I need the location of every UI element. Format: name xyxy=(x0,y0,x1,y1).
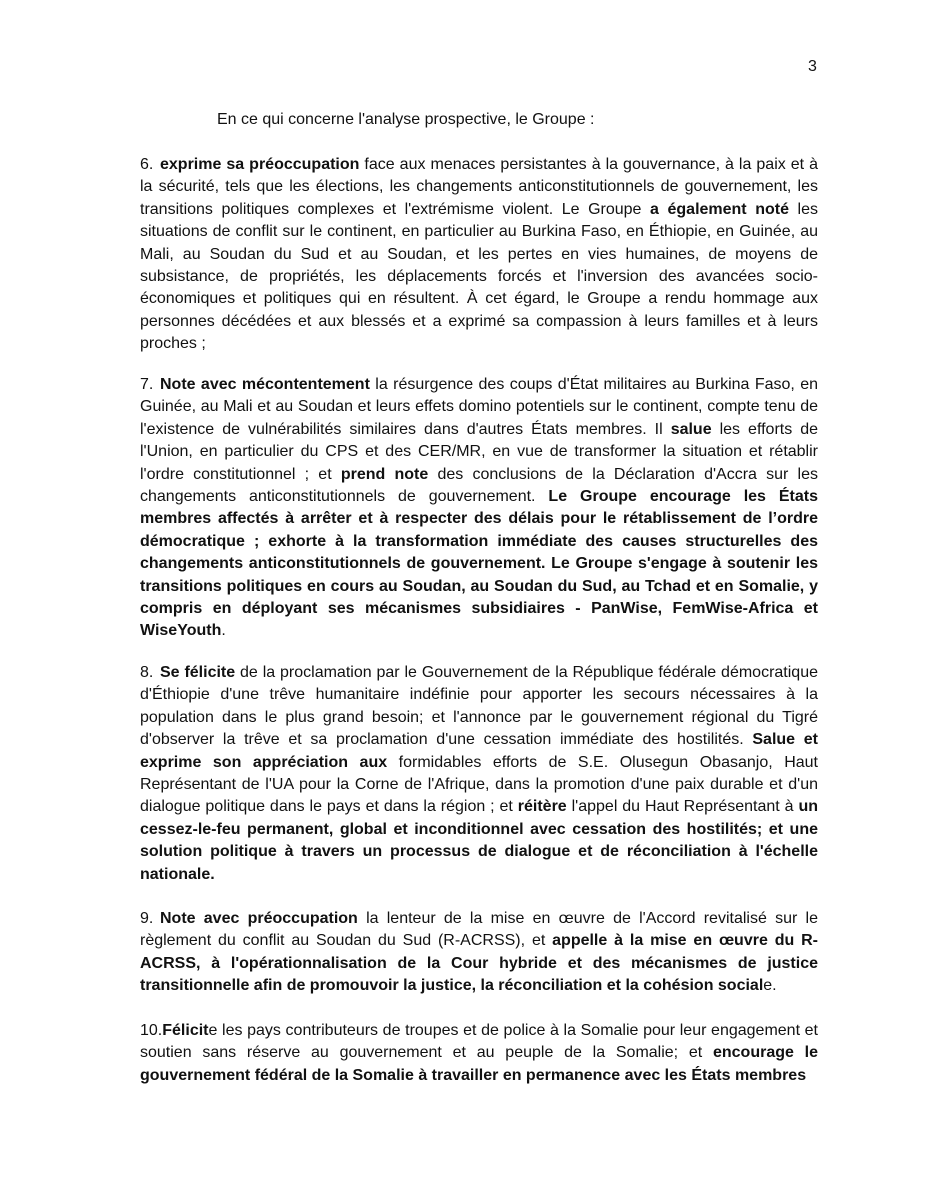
body-text: e. xyxy=(763,977,777,995)
paragraph-number: 8. xyxy=(140,664,154,681)
bold-text: Note avec préoccupation xyxy=(160,910,358,927)
body-text: e les pays contributeurs de troupes et de police à la Somalie pour leur engagement et soutien sans réserve au gouvernement et au peuple de la Somalie; et xyxy=(140,1022,818,1062)
paragraph-10 xyxy=(140,1020,818,1087)
paragraph-number: 6. xyxy=(140,156,154,173)
bold-text: Le Groupe encourage les États membres affectés à arrêter et à respecter des délais pour le rétablissement de l’ordre démocratique ; exhorte à la transformation immédiate des causes structurelles des changements anticonstitutionnels de gouvernement. Le Groupe s'engage à soutenir les transitions politiques en cours au Soudan, au Soudan du Sud, au Tchad et en Somalie, y compris en déployant ses mécanismes subsidiaires - PanWise, FemWise-Africa et WiseYouth xyxy=(140,488,818,640)
paragraph-7 xyxy=(140,374,818,643)
section-intro: En ce qui concerne l'analyse prospective, le Groupe : xyxy=(217,111,595,128)
bold-text: salue xyxy=(670,420,712,438)
body-text: l'appel du Haut Représentant à xyxy=(566,798,799,816)
bold-text: exprime sa préoccupation xyxy=(160,156,360,173)
bold-text: un cessez-le-feu permanent, global et inconditionnel avec cessation des hostilités; et une solution politique à travers un processus de dialogue et de réconciliation à l'échelle nationale. xyxy=(140,798,819,883)
bold-text: encourage le gouvernement fédéral de la Somalie à travailler en permanence avec les États membres xyxy=(140,1044,819,1084)
body-text: la lenteur de la mise en œuvre de l'Accord revitalisé sur le règlement du conflit au Soudan du Sud (R-ACRSS), et xyxy=(140,910,818,950)
body-text: les efforts de l'Union, en particulier du CPS et des CER/MR, en vue de transformer la situation et rétablir l'ordre constitutionnel ; et xyxy=(140,420,819,483)
bold-text: Se félicite xyxy=(160,664,236,681)
bold-text: prend note xyxy=(340,465,429,483)
body-text: des conclusions de la Déclaration d'Accra sur les changements anticonstitutionnels de gouvernement. xyxy=(140,465,819,506)
bold-text: Félicit xyxy=(162,1022,209,1039)
bold-text: a également noté xyxy=(650,200,789,218)
body-text: face aux menaces persistantes à la gouvernance, à la paix et à la sécurité, tels que les élections, les changements anticonstitutionnels de gouvernement, les transitions politiques complexes et l'extrémisme violent. Le Groupe xyxy=(140,156,818,218)
page-number: 3 xyxy=(808,58,817,75)
paragraph-9 xyxy=(140,908,818,998)
body-text: formidables efforts de S.E. Olusegun Obasanjo, Haut Représentant de l'UA pour la Corne de l'Afrique, dans la promotion d'une paix durable et d'un dialogue politique dans le pays et dans la région ; et xyxy=(140,753,818,816)
body-text: la résurgence des coups d'État militaires au Burkina Faso, en Guinée, au Mali et au Soudan et leurs effets domino potentiels sur le continent, compte tenu de l'existence de vulnérabilités similaires dans d'autres États membres. Il xyxy=(140,376,819,438)
paragraph-number: 9. xyxy=(140,910,154,927)
paragraph-6 xyxy=(140,154,818,356)
bold-text: appelle à la mise en œuvre du R-ACRSS, à l'opérationnalisation de la Cour hybride et des mécanismes de justice transitionnelle afin de promouvoir la justice, la réconciliation et la cohésion social xyxy=(140,932,818,995)
body-text: de la proclamation par le Gouvernement de la République fédérale démocratique d'Éthiopie d'une trêve humanitaire indéfinie pour apporter les secours nécessaires à la population dans le plus grand besoin; et l'annonce par le gouvernement régional du Tigré d'observer la trêve et sa proclamation d'une cessation immédiate des hostilités. xyxy=(140,664,818,749)
bold-text: réitère xyxy=(517,798,567,816)
bold-text: Salue et exprime son appréciation aux xyxy=(140,731,818,771)
body-text: . xyxy=(221,622,226,640)
paragraph-number: 10. xyxy=(140,1022,163,1039)
paragraph-number: 7. xyxy=(140,376,154,393)
paragraph-8 xyxy=(140,662,818,886)
body-text: les situations de conflit sur le continent, en particulier au Burkina Faso, en Éthiopie, en Guinée, au Mali, au Soudan du Sud et au Soudan, et les pertes en vies humaines, de moyens de subsistance, de propriétés, les déplacements forcés et l'inversion des avancées socio-économiques et politiques qui en résultent. À cet égard, le Groupe a rendu hommage aux personnes décédées et aux blessés et a exprimé sa compassion à leurs familles et à leurs proches ; xyxy=(140,200,819,353)
bold-text: Note avec mécontentement xyxy=(160,376,370,393)
